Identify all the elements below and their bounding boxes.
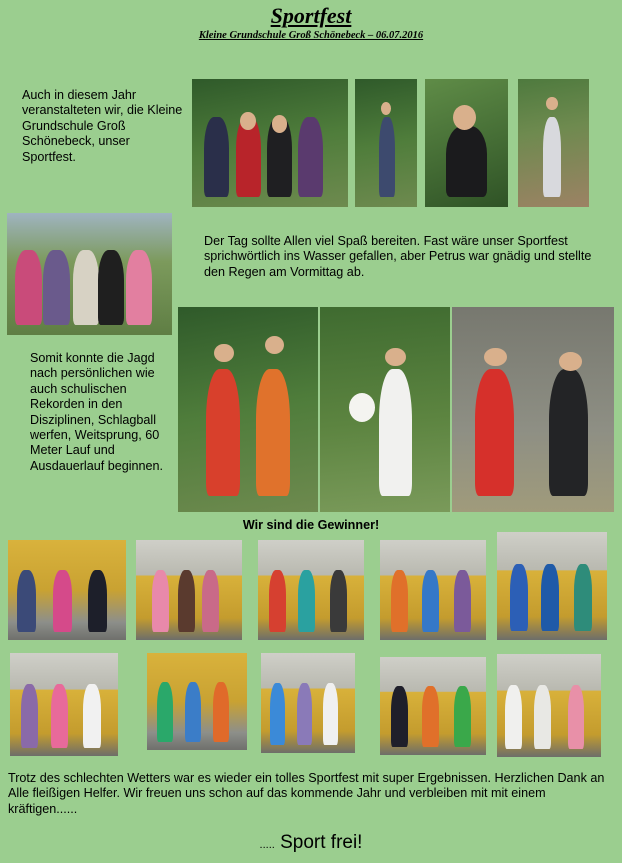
sign-off-dots: ..... [259,839,275,851]
photo-boys-at-wall [452,307,614,512]
winner-photo [8,540,126,640]
sign-off [0,832,622,854]
winner-photo [147,653,247,750]
records-paragraph: Somit konnte die Jagd nach persönlichen wie auch schulischen Rekorden in den Disziplinen, Schlagball werfen, Weitsprung, 60 Meter Lauf und Ausdauerlauf beginnen. [30,351,164,473]
winner-photo [261,653,355,753]
intro-paragraph: Auch in diesem Jahr veranstalteten wir, die Kleine Grundschule Groß Schönebeck, unser Sportfest. [22,88,183,164]
photo-group-start [192,79,348,207]
closing-paragraph: Trotz des schlechten Wetters war es wieder ein tolles Sportfest mit super Ergebnissen. Herzlichen Dank an Alle fleißigen Helfer. Wir freuen uns schon auf das kommende Jahr und verbleiben mit mit einem kräftigen...... [8,771,605,816]
winners-heading: Wir sind die Gewinner! [242,518,380,532]
weather-paragraph: Der Tag sollte Allen viel Spaß bereiten. Fast wäre unser Sportfest sprichwörtlich ins Wasser gefallen, aber Petrus war gnädig und stellte den Regen am Vormittag ab. [204,234,592,279]
photo-thrower [425,79,508,207]
sign-off-text: Sport frei! [280,832,363,853]
photo-children-group [7,213,172,335]
page-subtitle: Kleine Grundschule Groß Schönebeck – 06.07.2016 [198,30,424,41]
photo-runner [355,79,417,207]
winner-photo [258,540,364,640]
winner-photo [10,653,118,756]
photo-ball-kick [320,307,450,512]
winner-photo [136,540,242,640]
page-title: Sportfest [270,3,352,28]
winner-photo [497,654,601,757]
winner-photo [380,657,486,755]
winner-photo [497,532,607,640]
photo-long-jump [518,79,589,207]
photo-two-boys [178,307,318,512]
winner-photo [380,540,486,640]
